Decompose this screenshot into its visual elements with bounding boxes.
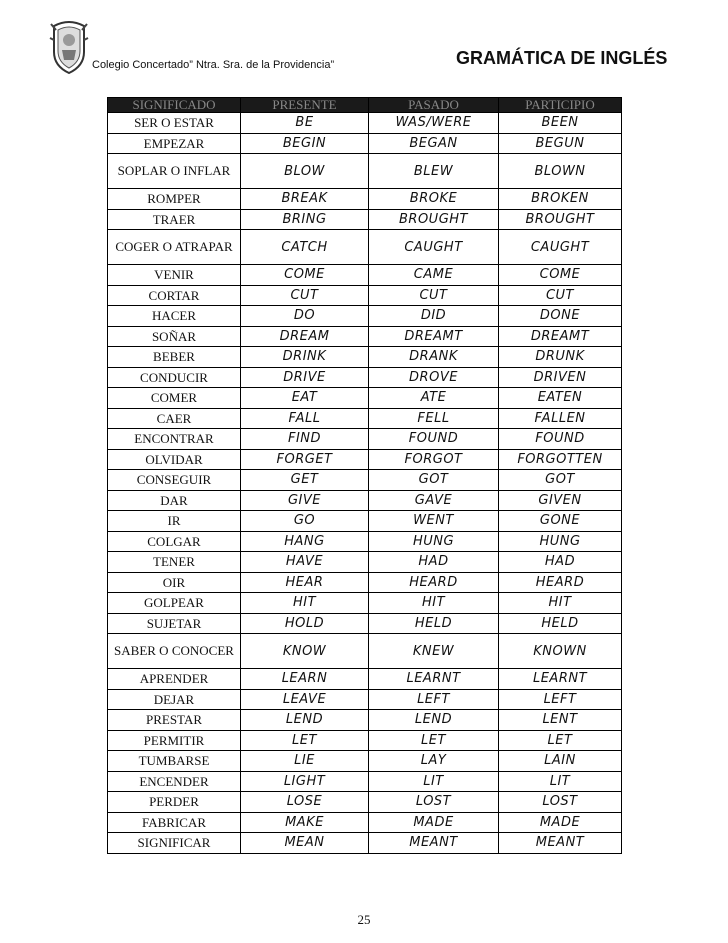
cell-participio: DRIVEN (499, 367, 622, 388)
cell-significado: SOPLAR O INFLAR (108, 154, 241, 189)
cell-significado: SUJETAR (108, 613, 241, 634)
cell-participio: HELD (499, 613, 622, 634)
cell-presente: COME (241, 265, 369, 286)
table-row (108, 572, 622, 593)
cell-participio: LET (499, 730, 622, 751)
page-title: GRAMÁTICA DE INGLÉS (456, 48, 668, 68)
cell-presente: KNOW (241, 634, 369, 669)
cell-presente: CUT (241, 285, 369, 306)
cell-significado: CORTAR (108, 285, 241, 306)
cell-participio: FALLEN (499, 408, 622, 429)
table-row (108, 689, 622, 710)
cell-pasado: DRANK (369, 347, 499, 368)
cell-presente: LET (241, 730, 369, 751)
page-header (48, 18, 688, 74)
cell-pasado: MADE (369, 812, 499, 833)
cell-pasado: BEGAN (369, 133, 499, 154)
cell-pasado: CAUGHT (369, 230, 499, 265)
table-row (108, 133, 622, 154)
table-row (108, 792, 622, 813)
cell-presente: HIT (241, 593, 369, 614)
cell-presente: FORGET (241, 449, 369, 470)
table-row (108, 833, 622, 854)
table-row (108, 408, 622, 429)
cell-participio: BEGUN (499, 133, 622, 154)
table-row (108, 347, 622, 368)
cell-pasado: GOT (369, 470, 499, 491)
table-row (108, 326, 622, 347)
table-row (108, 593, 622, 614)
cell-significado: OLVIDAR (108, 449, 241, 470)
cell-pasado: DREAMT (369, 326, 499, 347)
cell-significado: PRESTAR (108, 710, 241, 731)
page-number: 25 (357, 912, 371, 927)
cell-significado: ENCONTRAR (108, 429, 241, 450)
cell-presente: HANG (241, 531, 369, 552)
cell-presente: BE (241, 113, 369, 134)
table-row (108, 209, 622, 230)
cell-significado: SABER O CONOCER (108, 634, 241, 669)
table-row (108, 511, 622, 532)
column-header-pasado: PASADO (369, 98, 499, 113)
cell-significado: PERDER (108, 792, 241, 813)
cell-pasado: HIT (369, 593, 499, 614)
cell-pasado: LAY (369, 751, 499, 772)
cell-participio: GONE (499, 511, 622, 532)
cell-significado: VENIR (108, 265, 241, 286)
table-row (108, 730, 622, 751)
cell-presente: LEAVE (241, 689, 369, 710)
cell-presente: DRIVE (241, 367, 369, 388)
table-row (108, 552, 622, 573)
cell-participio: HEARD (499, 572, 622, 593)
table-row (108, 367, 622, 388)
cell-presente: GET (241, 470, 369, 491)
cell-pasado: KNEW (369, 634, 499, 669)
cell-pasado: LEND (369, 710, 499, 731)
cell-participio: CUT (499, 285, 622, 306)
cell-pasado: BROUGHT (369, 209, 499, 230)
cell-pasado: MEANT (369, 833, 499, 854)
cell-significado: BEBER (108, 347, 241, 368)
table-row (108, 306, 622, 327)
table-row (108, 265, 622, 286)
cell-presente: BRING (241, 209, 369, 230)
cell-participio: GIVEN (499, 490, 622, 511)
cell-significado: COLGAR (108, 531, 241, 552)
cell-pasado: HUNG (369, 531, 499, 552)
cell-presente: HEAR (241, 572, 369, 593)
cell-participio: HIT (499, 593, 622, 614)
cell-significado: GOLPEAR (108, 593, 241, 614)
cell-pasado: HEARD (369, 572, 499, 593)
cell-significado: COGER O ATRAPAR (108, 230, 241, 265)
cell-participio: LAIN (499, 751, 622, 772)
table-row (108, 113, 622, 134)
cell-significado: CAER (108, 408, 241, 429)
cell-presente: DREAM (241, 326, 369, 347)
table-row (108, 771, 622, 792)
table-header-row (108, 98, 622, 113)
cell-presente: LIGHT (241, 771, 369, 792)
cell-participio: DRUNK (499, 347, 622, 368)
cell-significado: COMER (108, 388, 241, 409)
column-header-significado: SIGNIFICADO (108, 98, 241, 113)
column-header-participio: PARTICIPIO (499, 98, 622, 113)
cell-participio: LENT (499, 710, 622, 731)
cell-participio: EATEN (499, 388, 622, 409)
cell-pasado: ATE (369, 388, 499, 409)
cell-significado: ROMPER (108, 189, 241, 210)
cell-pasado: LIT (369, 771, 499, 792)
cell-pasado: WAS/WERE (369, 113, 499, 134)
cell-pasado: DID (369, 306, 499, 327)
cell-significado: APRENDER (108, 669, 241, 690)
table-row (108, 634, 622, 669)
cell-presente: EAT (241, 388, 369, 409)
cell-participio: KNOWN (499, 634, 622, 669)
cell-presente: GO (241, 511, 369, 532)
table-row (108, 613, 622, 634)
cell-participio: BROKEN (499, 189, 622, 210)
table-row (108, 669, 622, 690)
cell-significado: OIR (108, 572, 241, 593)
cell-presente: BLOW (241, 154, 369, 189)
cell-pasado: HELD (369, 613, 499, 634)
table-row (108, 449, 622, 470)
cell-presente: LIE (241, 751, 369, 772)
cell-pasado: HAD (369, 552, 499, 573)
cell-significado: FABRICAR (108, 812, 241, 833)
cell-significado: TENER (108, 552, 241, 573)
cell-significado: SIGNIFICAR (108, 833, 241, 854)
table-row (108, 470, 622, 491)
cell-presente: BREAK (241, 189, 369, 210)
cell-participio: HAD (499, 552, 622, 573)
cell-participio: DREAMT (499, 326, 622, 347)
cell-significado: SOÑAR (108, 326, 241, 347)
cell-significado: ENCENDER (108, 771, 241, 792)
cell-significado: DAR (108, 490, 241, 511)
cell-presente: LEND (241, 710, 369, 731)
table-row (108, 490, 622, 511)
table-row (108, 751, 622, 772)
cell-pasado: BROKE (369, 189, 499, 210)
cell-participio: MADE (499, 812, 622, 833)
cell-presente: BEGIN (241, 133, 369, 154)
cell-significado: IR (108, 511, 241, 532)
cell-significado: CONSEGUIR (108, 470, 241, 491)
cell-pasado: LOST (369, 792, 499, 813)
cell-pasado: LET (369, 730, 499, 751)
cell-significado: HACER (108, 306, 241, 327)
cell-significado: TUMBARSE (108, 751, 241, 772)
table-row (108, 388, 622, 409)
cell-participio: HUNG (499, 531, 622, 552)
cell-participio: DONE (499, 306, 622, 327)
cell-presente: MAKE (241, 812, 369, 833)
irregular-verbs-table (107, 97, 621, 854)
cell-presente: CATCH (241, 230, 369, 265)
cell-pasado: DROVE (369, 367, 499, 388)
cell-participio: LOST (499, 792, 622, 813)
table-row (108, 154, 622, 189)
cell-significado: TRAER (108, 209, 241, 230)
cell-pasado: FELL (369, 408, 499, 429)
cell-participio: FOUND (499, 429, 622, 450)
cell-significado: CONDUCIR (108, 367, 241, 388)
cell-presente: HAVE (241, 552, 369, 573)
cell-participio: MEANT (499, 833, 622, 854)
cell-pasado: BLEW (369, 154, 499, 189)
table-row (108, 812, 622, 833)
cell-significado: SER O ESTAR (108, 113, 241, 134)
cell-participio: LEARNT (499, 669, 622, 690)
cell-participio: FORGOTTEN (499, 449, 622, 470)
cell-participio: GOT (499, 470, 622, 491)
table-row (108, 285, 622, 306)
cell-presente: FIND (241, 429, 369, 450)
cell-presente: DRINK (241, 347, 369, 368)
cell-significado: DEJAR (108, 689, 241, 710)
cell-presente: MEAN (241, 833, 369, 854)
cell-significado: EMPEZAR (108, 133, 241, 154)
cell-significado: PERMITIR (108, 730, 241, 751)
cell-pasado: FORGOT (369, 449, 499, 470)
table-row (108, 230, 622, 265)
cell-participio: BLOWN (499, 154, 622, 189)
table-row (108, 710, 622, 731)
cell-pasado: LEARNT (369, 669, 499, 690)
cell-pasado: LEFT (369, 689, 499, 710)
cell-pasado: GAVE (369, 490, 499, 511)
table-row (108, 531, 622, 552)
cell-presente: HOLD (241, 613, 369, 634)
school-crest-icon (48, 18, 90, 74)
cell-pasado: WENT (369, 511, 499, 532)
cell-participio: CAUGHT (499, 230, 622, 265)
cell-presente: LEARN (241, 669, 369, 690)
cell-participio: LEFT (499, 689, 622, 710)
cell-participio: COME (499, 265, 622, 286)
table-row (108, 189, 622, 210)
cell-participio: LIT (499, 771, 622, 792)
cell-pasado: CUT (369, 285, 499, 306)
cell-participio: BEEN (499, 113, 622, 134)
cell-pasado: CAME (369, 265, 499, 286)
cell-presente: FALL (241, 408, 369, 429)
table-row (108, 429, 622, 450)
column-header-presente: PRESENTE (241, 98, 369, 113)
cell-pasado: FOUND (369, 429, 499, 450)
cell-presente: DO (241, 306, 369, 327)
cell-presente: LOSE (241, 792, 369, 813)
cell-participio: BROUGHT (499, 209, 622, 230)
cell-presente: GIVE (241, 490, 369, 511)
school-name: Colegio Concertado” Ntra. Sra. de la Providencia” (92, 59, 335, 71)
